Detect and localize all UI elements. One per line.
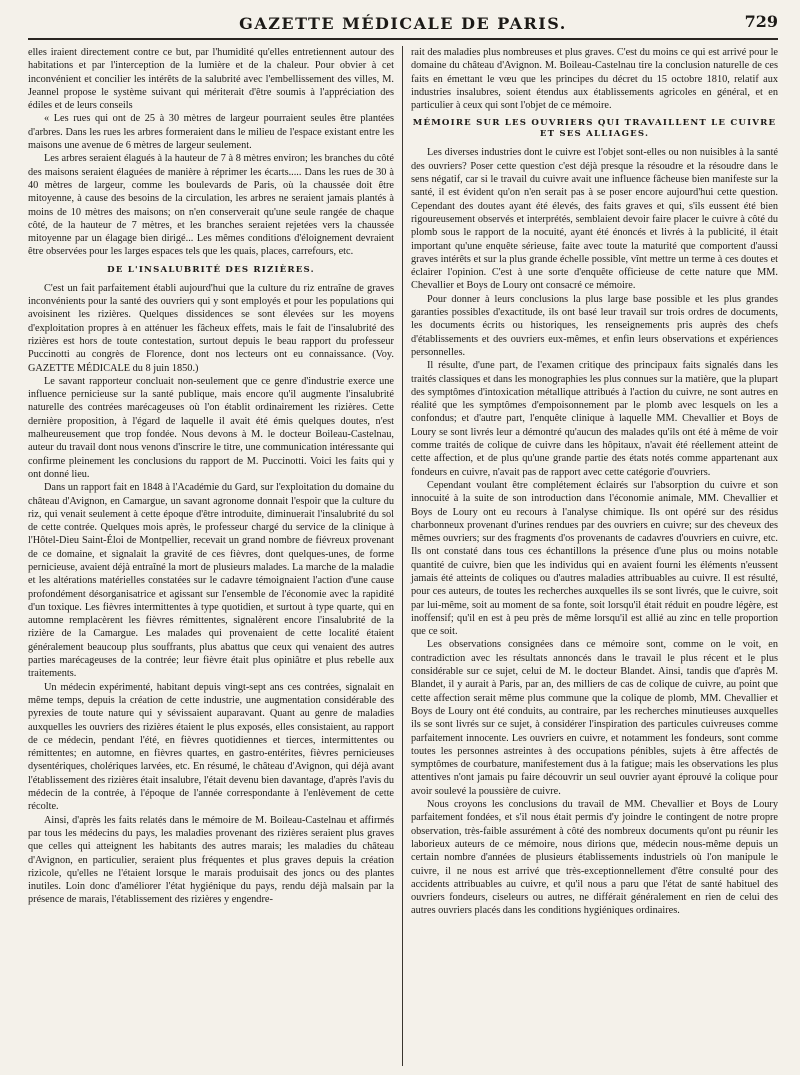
paragraph: Pour donner à leurs conclusions la plus large base possible et les plus grandes garanties possibles d'exactitude, ils ont basé leur travail sur trois ordres de documents, les documents écrits ou historiques, les renseignements pris auprès des chefs d'établissements et des ouvriers eux-mêmes, et enfin leurs observations et expériences personnelles.	[411, 293, 778, 358]
page-number: 729	[744, 12, 778, 31]
page-header	[28, 8, 778, 40]
text-columns	[28, 46, 778, 1066]
paragraph: elles iraient directement contre ce but, par l'humidité qu'elles entretiennent autour des habitations et par l'interception de la lumière et de la chaleur. Pour obvier à cet inconvénient et concilier les intérêts de la salubrité avec l'embellissement des villes, M. Jeannel propose le système suivant qui mériterait d'être soumis à l'appréciation des édiles et de leurs conseils	[28, 47, 394, 112]
paragraph: Il résulte, d'une part, de l'examen critique des principaux faits signalés dans les traités classiques et dans les monographies les plus connues sur la matière, que la plupart des symptômes d'intoxication métallique attribués à l'action du cuivre, ne sont autres en réalité que les symptômes d'empoisonnement par le plomb avec lesquels on les a confondus; et d'autre part, l'enquête clinique à laquelle MM. Chevallier et Boys de Loury se sont livrés leur a démontré qu'aucun des malades qu'ils ont été à même de voir comme traités de colique de cuivre dans les hôpitaux, n'avait été réellement atteint de cette affection, et de plus qu'une grande partie des états notés comme appartenant aux fondeurs en cuivre, n'avait pas de rapport avec cette catégorie d'ouvriers.	[411, 360, 778, 478]
paragraph: C'est un fait parfaitement établi aujourd'hui que la culture du riz entraîne de graves inconvénients pour la santé des ouvriers qui y sont employés et pour les populations qui avoisinent les rizières. Quelques dissidences se sont élevées sur les moyens d'exploitation propres à en atténuer les fâcheux effets, mais le fait de l'insalubrité des rizières est hors de toute contestation, surtout depuis le beau rapport du professeur Puccinotti au congrès de Florence, dont nos lecteurs ont eu connaissance. (Voy. GAZETTE MÉDICALE du 8 juin 1850.)	[28, 282, 394, 374]
left-column	[28, 46, 403, 1066]
paragraph: Le savant rapporteur concluait non-seulement que ce genre d'industrie exerce une influence pernicieuse sur la santé publique, mais encore qu'il augmente l'insalubrité naturelle des contrées marécageuses où l'on établit ordinairement les rizières. Cette dernière proposition, à l'égard de laquelle il avait été émis quelques doutes, n'est malheureusement que trop fondée. Nous devons à M. le docteur Boileau-Castelnau, auteur du travail dont nous venons d'inscrire le titre, une communication intéressante qui confirme pleinement les conclusions du rapport de M. Puccinotti. Voici les faits qui y ont donné lieu.	[28, 375, 394, 480]
paragraph: Les observations consignées dans ce mémoire sont, comme on le voit, en contradiction avec les résultats annoncés dans le travail le plus récent et le plus considérable sur ce sujet, celui de M. le docteur Blandet. Ainsi, tandis que d'après M. Blandet, il y aurait à Paris, par an, des milliers de cas de colique de cuivre, au point que cette affection serait même plus commune que la colique de plomb, MM. Chevallier et Boys de Loury ont été conduits, au contraire, par les recherches minutieuses auxquelles ils se sont livrés sur ce sujet, à considérer l'inspiration des particules cuivreuses comme parfaitement innocente. Les ouvriers en cuivre, et notamment les fondeurs, sont comme toutes les personnes astreintes à des occupations pénibles, sujets à être affectés de symptômes de courbature, manifestement dus à la fatigue; mais les observations les plus attentives n'ont jamais pu faire découvrir un seul ouvrier ayant éprouvé la colique pour avoir soulevé la poussière de cuivre.	[411, 639, 778, 797]
paragraph: Ainsi, d'après les faits relatés dans le mémoire de M. Boileau-Castelnau et affirmés par tous les médecins du pays, les maladies provenant des rizières seraient plus graves que celles qui atteignent les habitants des autres marais; les maladies du château d'Avignon, en particulier, seraient plus fréquentes et plus graves depuis la création rizicole, qu'elles ne l'étaient lorsque le marais produisait des joncs ou des plantes inutiles. Loin donc d'améliorer l'état hygiénique du pays, rendu déjà malsain par la présence de marais, l'établissement des rizières y engendre-	[28, 814, 394, 906]
paragraph: Les arbres seraient élagués à la hauteur de 7 à 8 mètres environ; les branches du côté des maisons seraient élaguées de manière à réprimer les écarts..... Dans les rues de 30 à 40 mètres de largeur, comme les boulevards de Paris, où la chaussée doit être mitoyenne, à cause des besoins de la circulation, les arbres ne seraient jamais plantés à moins de 10 mètres des maisons; on n'en conserverait qu'une seule rangée de chaque côté, de la hauteur de 7 mètres, et les branches seraient rejetées vers la chaussée mitoyenne par un élagage bien dirigé... Les mêmes conditions d'éloignement devraient être observées pour les larges espaces tels que les quais, places, carrefours, etc.	[28, 153, 394, 258]
paragraph: Nous croyons les conclusions du travail de MM. Chevallier et Boys de Loury parfaitement fondées, et s'il nous était permis d'y joindre le contingent de notre propre observation, très-faible assurément à côté des nombreux documents qu'ont pu réunir les laborieux auteurs de ce mémoire, nous dirions que, médecin nous-même depuis un certain nombre d'années de plusieurs établissements industriels où l'on manipule le cuivre, il ne nous est arrivé que très-exceptionnellement d'être consulté pour des accidents attribuables au cuivre, et qu'il nous a paru que l'état de santé habituel des ouvriers fondeurs, ciseleurs ou autres, ne différait généralement en rien de celui des autres ouvriers placés dans les conditions hygiéniques ordinaires.	[411, 799, 778, 917]
paragraph: « Les rues qui ont de 25 à 30 mètres de largeur pourraient seules être plantées d'arbres. Dans les rues les arbres formeraient dans le milieu de l'espace existant entre les maisons une avenue de 6 mètres de largeur seulement.	[28, 113, 394, 152]
right-column	[403, 46, 778, 1066]
paragraph: Les diverses industries dont le cuivre est l'objet sont-elles ou non nuisibles à la santé des ouvriers? Poser cette question c'est déjà presque la résoudre et la résoudre dans le sens négatif, car si le travail du cuivre avait une influence fâcheuse bien manifeste sur la santé, il est évident qu'on n'en serait pas à se poser encore aujourd'hui cette question. Cependant des doutes ayant été élevés, des faits graves et qui, s'ils eussent été bien rigoureusement observés et interprétés, semblaient devoir faire placer le cuivre à côté du plomb sous le rapport de la nocuité, ayant été énoncés et livrés à la publicité, il était important qu'une enquête sérieuse, faite avec toute la maturité que comportent d'aussi graves intérêts et sur la plus grande échelle possible, vînt mettre un terme à ces doutes et éclairer l'opinion. C'est à une sorte d'enquête officieuse de cette nature que MM. Chevallier et Boys de Loury ont consacré ce mémoire.	[411, 147, 778, 292]
paragraph: Un médecin expérimenté, habitant depuis vingt-sept ans ces contrées, signalait en même temps, depuis la création de cette industrie, une augmentation considérable des pyrexies de toute nature qui y sévissaient auparavant. Quant au genre de maladies auxquelles les ouvriers des rizières étaient le plus exposés, elles consistaient, au rapport de ce médecin, pendant l'été, en fièvres quotidiennes et tierces, intermittentes ou rémittentes; en automne, en fièvres quartes, en gastro-entérites, fièvres pernicieuses dysentériques, cholériques larvées, etc. En résumé, le château d'Avignon, qui déjà avant l'établissement des rizières était insalubre, l'était devenu bien davantage, d'après l'avis du médecin de la contrée, à l'époque de l'année correspondante à l'enlèvement de cette récolte.	[28, 681, 394, 813]
section-title-rizieres: DE L'INSALUBRITÉ DES RIZIÈRES.	[107, 264, 315, 275]
paragraph: Cependant voulant être complétement éclairés sur l'absorption du cuivre et son innocuité à la suite de son introduction dans l'économie animale, MM. Chevallier et Boys de Loury ont eu recours à l'analyse chimique. Ils ont opéré sur des résidus charbonneux provenant d'urines rendues par des ouvriers en cuivre; sur des cheveux des mêmes ouvriers; sur des fragments d'os provenants de cadavres d'ouvriers en cuivre, etc. Ils ont constaté dans tous ces échantillons la présence d'une plus ou moins notable quantité de cuivre, bien que les individus qui en avaient fourni les éléments n'eussent jamais été atteints de coliques ou d'autres maladies attribuables au cuivre. Il est résulté, pour ces auteurs, de toutes les recherches auxquelles ils se sont livrés, que le cuivre, soit par lui-même, soit au moment de sa fonte, soit lorsqu'il était réduit en poudre légère, est inoffensif; qu'il en est à peu près de même lorsqu'il est allié au zinc en telle proportion que ce soit.	[411, 479, 778, 638]
paragraph: Dans un rapport fait en 1848 à l'Académie du Gard, sur l'exploitation du domaine du château d'Avignon, en Camargue, un savant agronome donnait l'espoir que la culture du riz, qui venait seulement à cette époque d'être introduite, diminuerait l'insalubrité du sol de cette contrée. Quelques mois après, le professeur chargé du service de la clinique à l'Hôtel-Dieu Saint-Éloi de Montpellier, recevait un grand nombre de fiévreux provenant de ce domaine, et signalait la gravité de ces fièvres, dont quelques-unes, de forme pernicieuse, avaient déjà entraîné la mort de plusieurs malades. La marche de la maladie et les altérations matérielles constatées sur le cadavre témoignaient l'action d'une cause profondément désorganisatrice et agissant sur l'ensemble de l'économie avec la rapidité d'un toxique. Les fièvres intermittentes à type quotidien, et surtout à type quarte, qui en automne remplacèrent les fièvres rémittentes, signalèrent encore l'insalubrité de la rizière de la Camargue. Les malades qui provenaient de cette localité étaient généralement beaucoup plus souffrants, plus abattus que ceux qui venaient des autres parties marécageuses de la contrée; leur fièvre était plus opiniâtre et plus rebelle aux traitements.	[28, 482, 394, 680]
section-title-cuivre: MÉMOIRE SUR LES OUVRIERS QUI TRAVAILLENT LE CUIVRE ET SES ALLIAGES.	[412, 118, 777, 140]
paragraph: rait des maladies plus nombreuses et plus graves. C'est du moins ce qui est arrivé pour le domaine du château d'Avignon. M. Boileau-Castelnau tire la conclusion naturelle de ces faits en émettant le vœu que les principes du décret du 15 octobre 1810, relatif aux industries insalubres, soient étendus aux établissements agricoles en général, et en particulier à ceux qui sont l'objet de ce mémoire.	[411, 47, 778, 112]
journal-title: GAZETTE MÉDICALE DE PARIS.	[239, 13, 567, 33]
